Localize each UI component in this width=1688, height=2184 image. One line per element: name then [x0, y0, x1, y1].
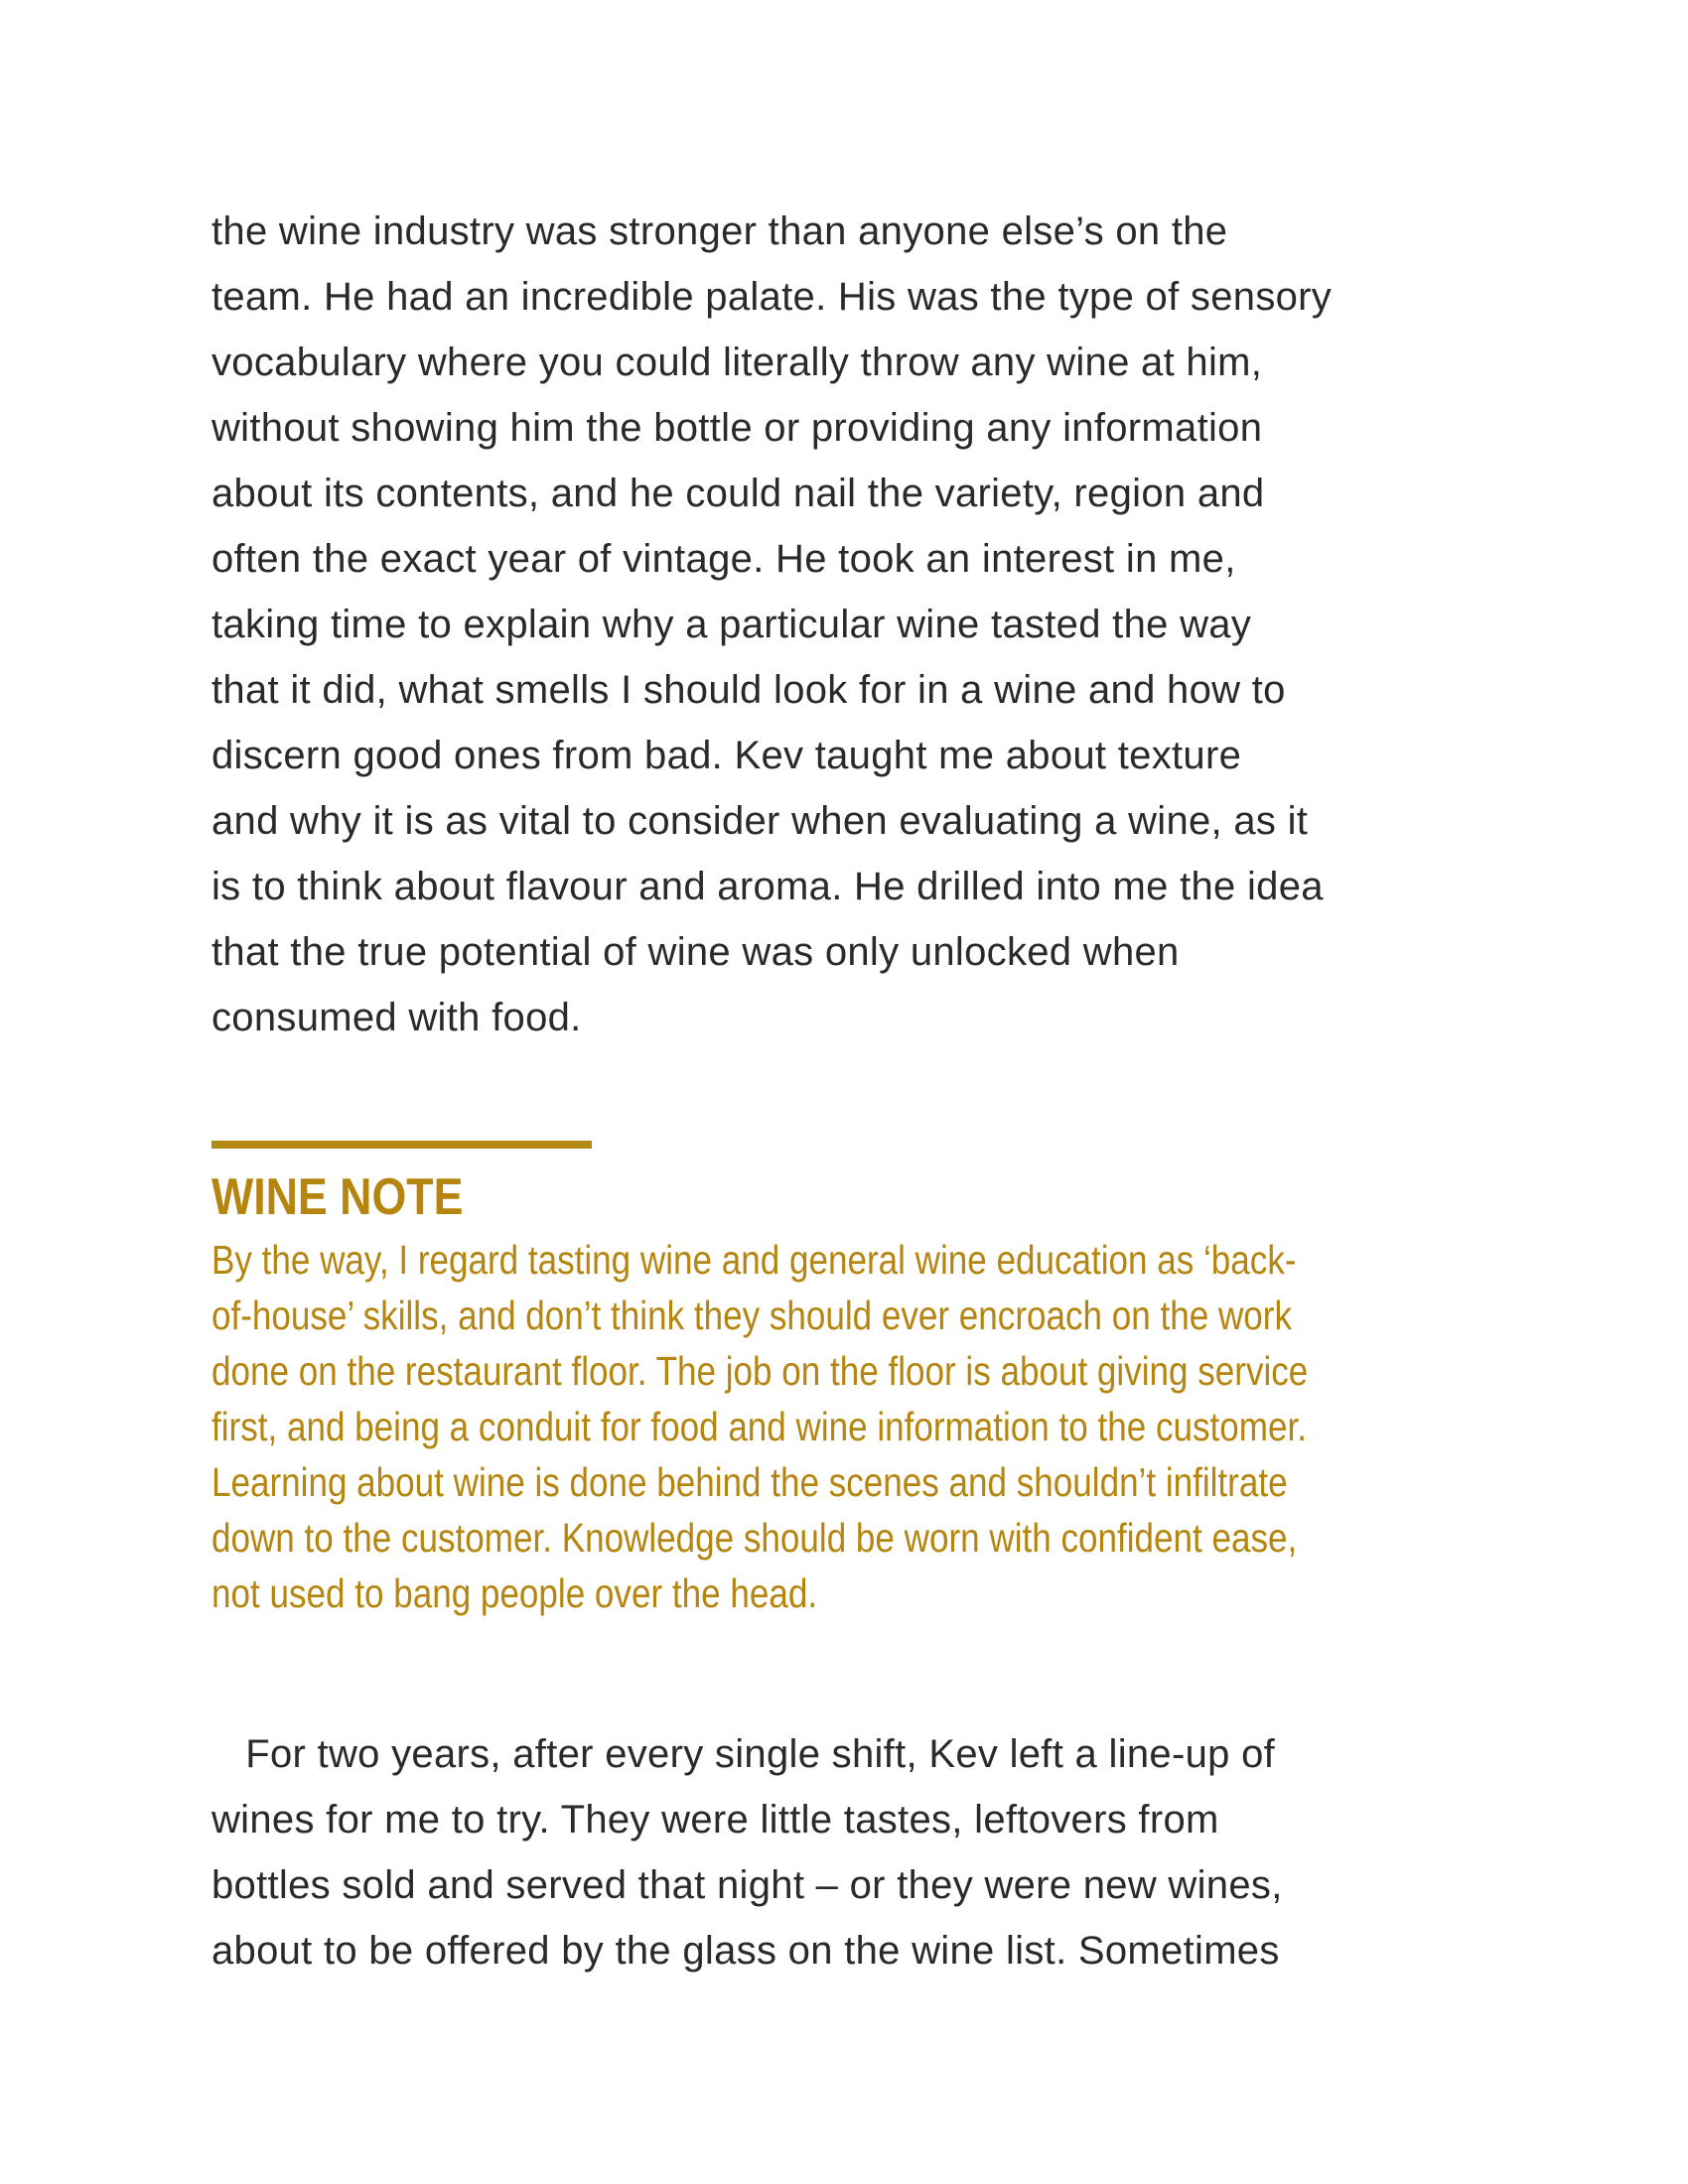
body-line: about to be offered by the glass on the wine list. Sometimes	[211, 1929, 1280, 1973]
wine-note-line: of-house’ skills, and don’t think they should ever encroach on the work	[211, 1293, 1292, 1338]
body-line: the wine industry was stronger than anyone else’s on the	[211, 209, 1228, 253]
body-line: wines for me to try. They were little tastes, leftovers from	[211, 1798, 1219, 1842]
wine-note-line: done on the restaurant floor. The job on the floor is about giving service	[211, 1348, 1309, 1394]
body-line: taking time to explain why a particular wine tasted the way	[211, 603, 1252, 646]
wine-note-line: first, and being a conduit for food and wine information to the customer.	[211, 1404, 1307, 1449]
body-line: that it did, what smells I should look for in a wine and how to	[211, 668, 1286, 712]
wine-note-line: By the way, I regard tasting wine and general wine education as ‘back-	[211, 1237, 1297, 1283]
wine-note-rule	[211, 1141, 592, 1149]
wine-note-line: down to the customer. Knowledge should be worn with confident ease,	[211, 1515, 1298, 1561]
body-line: and why it is as vital to consider when evaluating a wine, as it	[211, 799, 1309, 843]
body-paragraph-bottom	[211, 1721, 1492, 1983]
body-line: about its contents, and he could nail the variety, region and	[211, 472, 1265, 515]
body-line: that the true potential of wine was only unlocked when	[211, 930, 1180, 974]
wine-note-body	[211, 1232, 1494, 1621]
body-line: For two years, after every single shift, Kev left a line-up of	[211, 1732, 1276, 1776]
body-line: consumed with food.	[211, 996, 582, 1039]
wine-note-line: not used to bang people over the head.	[211, 1570, 818, 1616]
wine-note-line: Learning about wine is done behind the scenes and shouldn’t infiltrate	[211, 1459, 1288, 1505]
body-line: bottles sold and served that night – or they were new wines,	[211, 1863, 1283, 1907]
body-line: without showing him the bottle or providing any information	[211, 406, 1263, 450]
body-paragraph-top	[211, 199, 1492, 1050]
body-line: discern good ones from bad. Kev taught me about texture	[211, 734, 1242, 777]
body-line: is to think about flavour and aroma. He drilled into me the idea	[211, 865, 1324, 908]
body-line: team. He had an incredible palate. His was the type of sensory	[211, 275, 1333, 319]
body-line: vocabulary where you could literally throw any wine at him,	[211, 341, 1263, 384]
wine-note-heading: WINE NOTE	[211, 1168, 464, 1226]
body-line: often the exact year of vintage. He took an interest in me,	[211, 537, 1236, 581]
